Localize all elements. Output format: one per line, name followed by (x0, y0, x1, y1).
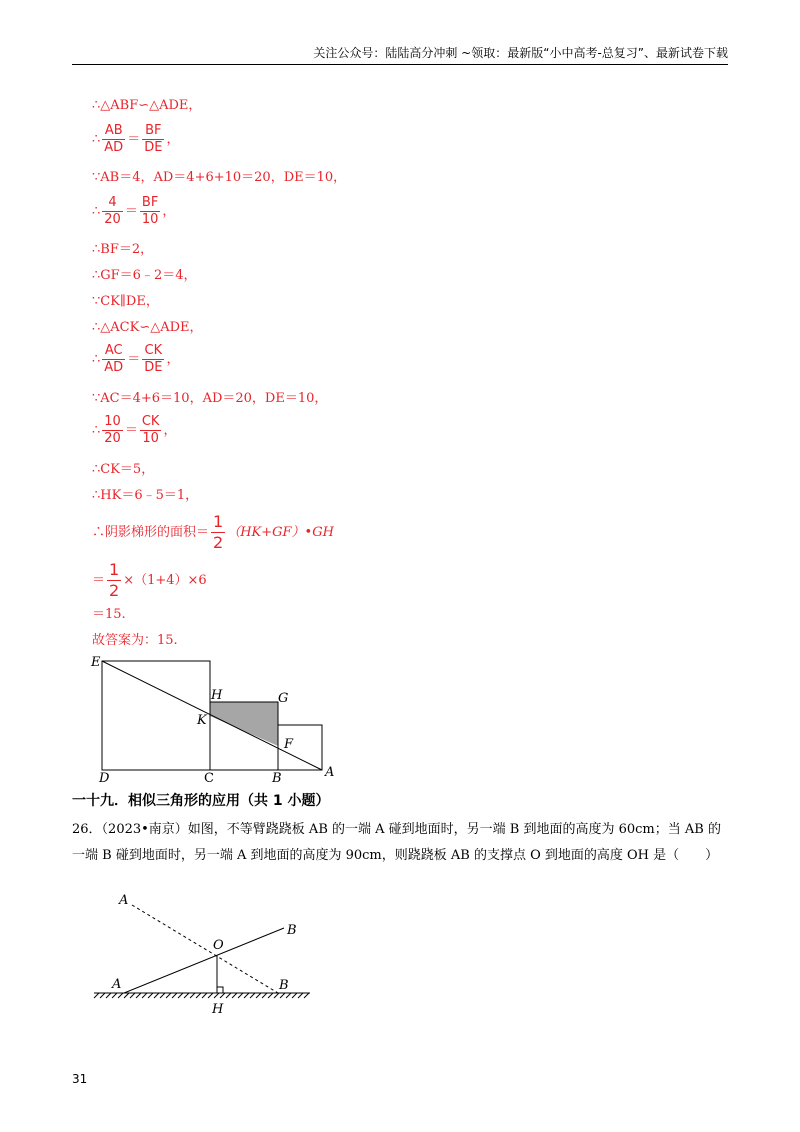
area-calc: ×（1+4）×6 (123, 573, 207, 588)
solution-line-8: ∴△ACK∽△ADE， (92, 320, 203, 335)
fraction-10-20 (102, 414, 123, 447)
label-A: A (325, 765, 335, 780)
comma: ， (166, 132, 180, 147)
seesaw-dashed (132, 905, 278, 993)
label-B-top: B (287, 923, 297, 938)
label-B: B (272, 771, 282, 784)
fraction-ac-ad (102, 343, 125, 376)
denominator: 20 (104, 212, 121, 227)
solution-line-11 (92, 414, 176, 447)
solution-line-3: ∵AB＝4，AD＝4+6+10＝20，DE＝10， (92, 170, 347, 185)
solution-line-5: ∴BF＝2， (92, 242, 154, 257)
numerator: AB (102, 123, 125, 140)
shaded-trapezoid (210, 702, 278, 746)
label-H: H (212, 1002, 224, 1017)
label-G: G (278, 691, 289, 706)
area-formula: （HK+GF）•GH (227, 525, 334, 540)
equals: ＝ (127, 352, 141, 367)
numerator: 1 (213, 512, 224, 531)
area-formula-label: ∴阴影梯形的面积＝ (92, 525, 210, 540)
fraction-bf-10 (140, 195, 161, 228)
comma: ， (162, 204, 176, 219)
denominator: 20 (104, 431, 121, 446)
numerator: BF (142, 123, 164, 140)
fraction-4-20 (102, 195, 123, 228)
label-A-top: A (119, 893, 129, 908)
solution-line-9 (92, 343, 179, 376)
therefore-symbol: ∴ (92, 423, 101, 438)
label-F: F (284, 737, 294, 752)
equals: ＝ (92, 573, 106, 588)
solution-line-10: ∵AC＝4+6＝10，AD＝20，DE＝10， (92, 391, 328, 406)
comma: ， (166, 352, 180, 367)
numerator: CK (141, 414, 160, 429)
denominator: DE (144, 140, 163, 155)
page-header: 关注公众号：陆陆高分冲刺 ~领取：最新版“小中高考-总复习”、最新试卷下载 (72, 46, 728, 65)
equals: ＝ (127, 132, 141, 147)
equals: ＝ (124, 204, 138, 219)
fraction-one-half (211, 512, 225, 553)
therefore-symbol: ∴ (92, 204, 101, 219)
fraction-ck-10 (140, 414, 162, 447)
segment-ea (102, 661, 322, 770)
fraction-one-half (107, 560, 121, 601)
fraction-bf-de (142, 123, 164, 156)
label-D: D (99, 771, 110, 784)
page-number: 31 (72, 1072, 88, 1086)
denominator: AD (104, 140, 124, 155)
solution-line-13: ∴HK＝6﹣5＝1， (92, 488, 199, 503)
denominator: 2 (213, 533, 224, 552)
solution-line-16: ＝15. (92, 607, 126, 622)
numerator: 10 (104, 414, 121, 429)
label-O: O (213, 938, 224, 953)
numerator: AC (102, 343, 125, 360)
ground-hatching (94, 993, 309, 998)
numerator: 4 (102, 195, 123, 212)
right-angle-mark (217, 987, 223, 993)
comma: ， (163, 423, 177, 438)
therefore-symbol: ∴ (92, 352, 101, 367)
solution-line-12: ∴CK＝5， (92, 462, 155, 477)
solution-line-1: ∴△ABF∽△ADE， (92, 98, 202, 113)
label-C: C (204, 771, 214, 784)
solution-line-6: ∴GF＝6﹣2＝4， (92, 268, 197, 283)
fraction-ab-ad (102, 123, 125, 156)
label-A-bottom: A (112, 977, 122, 992)
solution-line-7: ∵CK∥DE， (92, 294, 159, 309)
fraction-ck-de (142, 343, 164, 376)
denominator: 2 (109, 581, 120, 600)
large-square (102, 661, 210, 770)
denominator: 10 (141, 212, 159, 227)
therefore-symbol: ∴ (92, 132, 101, 147)
seesaw-figure (88, 888, 318, 1018)
numerator: BF (140, 195, 161, 212)
label-B-bottom: B (279, 978, 289, 993)
solution-line-17: 故答案为：15. (92, 633, 178, 648)
solution-line-14 (92, 512, 334, 553)
solution-line-2 (92, 123, 179, 156)
numerator: CK (142, 343, 164, 360)
denominator: AD (104, 360, 124, 375)
label-H: H (211, 688, 223, 703)
denominator: 10 (142, 431, 159, 446)
solution-line-4 (92, 195, 175, 228)
label-E: E (91, 655, 101, 670)
seesaw-solid (124, 928, 284, 993)
denominator: DE (144, 360, 163, 375)
question-26: 26．（2023•南京）如图，不等臂跷跷板 AB 的一端 A 碰到地面时，另一端 B 到地面的高度为 60cm；当 AB 的一端 B 碰到地面时，另一端 A 到地面的高度为 90cm，则跷跷板 AB 的支撑点 O 到地面的高度 OH 是（ ） (72, 822, 721, 863)
numerator: 1 (109, 560, 120, 579)
solution-line-15 (92, 560, 207, 601)
geometry-figure-squares (88, 654, 348, 784)
equals: ＝ (124, 423, 138, 438)
section-title: 一十九．相似三角形的应用（共 1 小题） (72, 793, 330, 809)
label-K: K (197, 713, 207, 728)
